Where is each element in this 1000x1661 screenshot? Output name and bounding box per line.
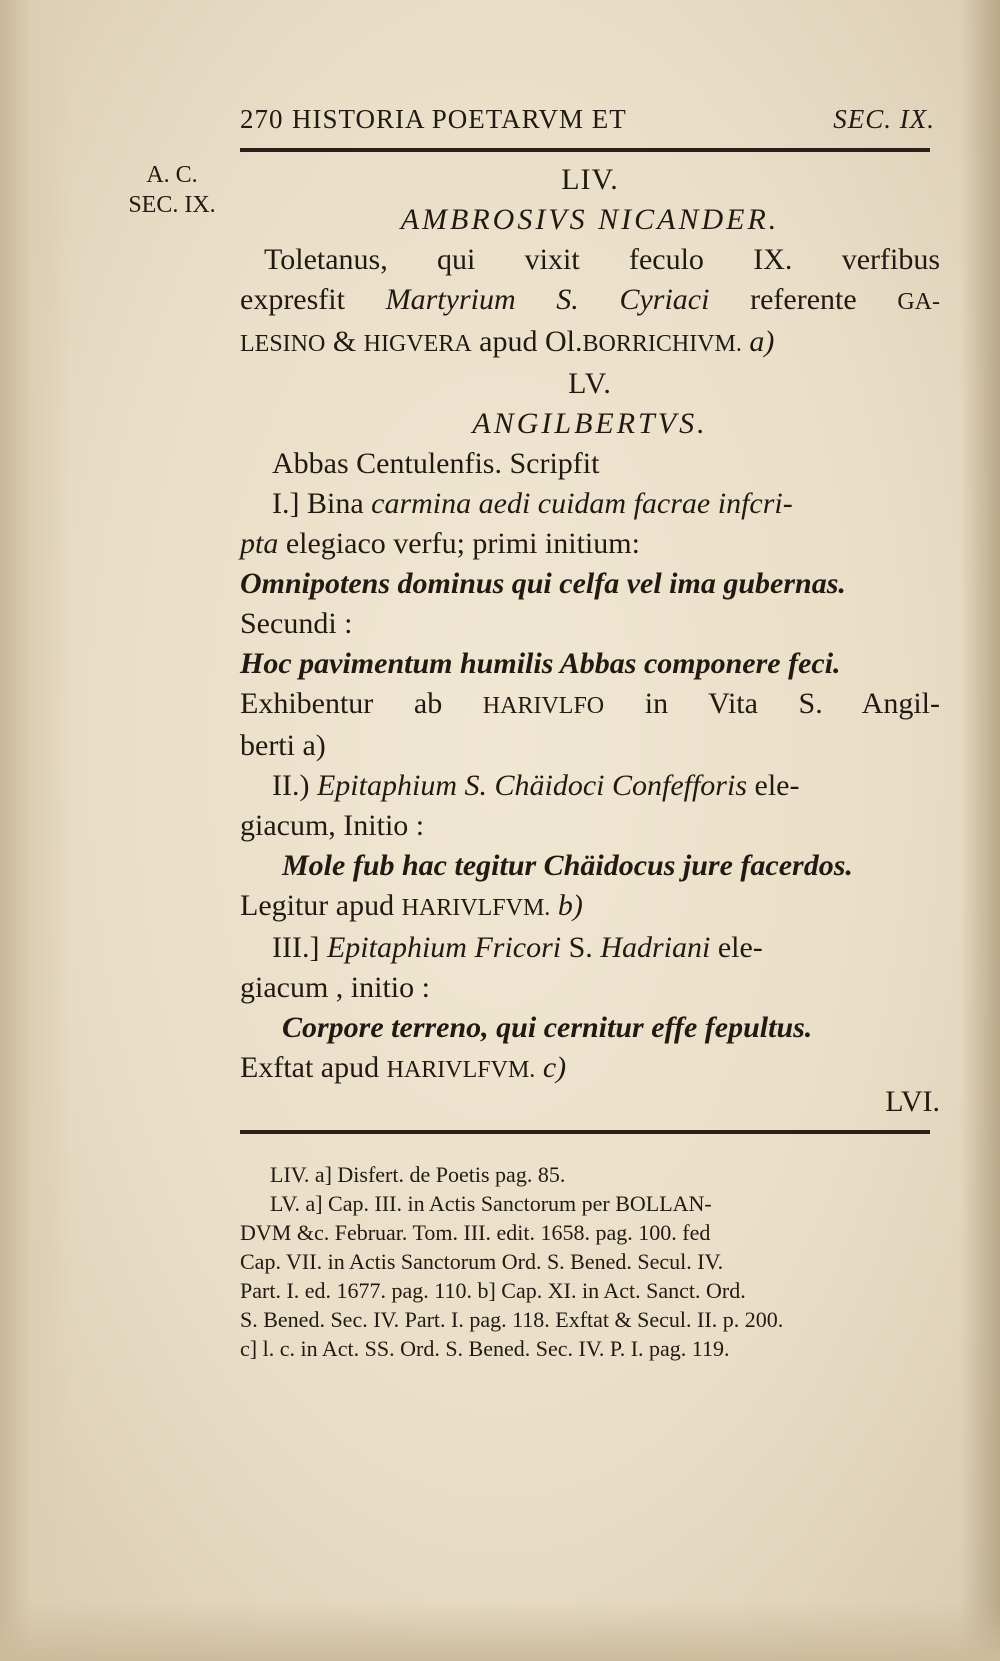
footnote-ref: b)	[550, 889, 583, 922]
catchword: LVI.	[885, 1085, 940, 1118]
text-span: Toletanus, qui vixit feculo IX. verfibus	[264, 243, 940, 276]
footnote-ref: c)	[535, 1051, 567, 1084]
entry-55-item3-line2: giacum , initio :	[240, 971, 430, 1004]
entry-54-line3	[240, 322, 940, 364]
verse-incipit-3: Mole fub hac tegitur Chäidocus jure facerdos.	[282, 849, 853, 882]
author-name: HARIVLFVM.	[401, 895, 551, 921]
entry-54-line2	[240, 280, 940, 322]
entry-54-number: LIV.	[561, 163, 619, 196]
page-edge-right	[960, 0, 1000, 1661]
text-span: III.]	[272, 931, 327, 964]
footnote-line: Cap. VII. in Actis Sanctorum Ord. S. Bened. Secul. IV.	[240, 1249, 724, 1274]
footnote-line: S. Bened. Sec. IV. Part. I. pag. 118. Exftat & Secul. II. p. 200.	[240, 1307, 784, 1332]
text-span: Exftat apud	[240, 1051, 387, 1084]
exhibentur-line2: berti a)	[240, 729, 326, 762]
secundi-label: Secundi :	[240, 607, 353, 640]
work-title: Hadriani	[600, 931, 711, 964]
author-name: HIGVERA	[363, 331, 472, 357]
page-edge-left	[0, 0, 70, 1661]
entry-54-name: AMBROSIVS NICANDER.	[400, 203, 780, 236]
author-name: HARIVLFO	[482, 693, 605, 719]
text-span: ele-	[710, 931, 763, 964]
text-span: Legitur apud	[240, 889, 402, 922]
work-title: pta	[240, 527, 279, 560]
footnote-line: Part. I. ed. 1677. pag. 110. b] Cap. XI. in Act. Sanct. Ord.	[240, 1278, 746, 1303]
author-name: BORRICHIVM.	[582, 331, 742, 357]
text-span: expresfit	[240, 283, 386, 316]
main-text	[240, 160, 940, 1090]
text-span: apud Ol.	[471, 325, 583, 358]
exstat-line	[240, 1048, 940, 1090]
text-span: ele-	[747, 769, 800, 802]
entry-55-item1-line2	[240, 524, 940, 564]
text-span: in Vita S. Angil-	[604, 687, 940, 720]
entry-55-name: ANGILBERTVS.	[472, 407, 708, 440]
author-name: HARIVLFVM.	[386, 1057, 536, 1083]
work-title: carmina aedi cuidam facrae infcri-	[371, 487, 793, 520]
entry-55-intro: Abbas Centulenfis. Scripfit	[272, 447, 600, 480]
running-title: HISTORIA POETARVM ET	[292, 104, 627, 134]
exhibentur-line1	[240, 684, 940, 726]
footnote-line: DVM &c. Februar. Tom. III. edit. 1658. pag. 100. fed	[240, 1220, 711, 1245]
legitur-line	[240, 886, 940, 928]
footnotes	[240, 1160, 945, 1363]
entry-55-item2-line1	[240, 766, 940, 806]
author-name: GA-	[897, 289, 940, 315]
footnote-line: LIV. a] Disfert. de Poetis pag. 85.	[270, 1162, 566, 1187]
margin-note-line2: SEC. IX.	[128, 192, 216, 218]
text-span: II.)	[272, 769, 317, 802]
text-span: Exhibentur ab	[240, 687, 483, 720]
work-title: Epitaphium Fricori	[326, 931, 562, 964]
text-span: referente	[709, 283, 898, 316]
text-span: S.	[561, 931, 601, 964]
page-edge-bottom	[0, 1601, 1000, 1661]
verse-incipit-1: Omnipotens dominus qui celfa vel ima gubernas.	[240, 567, 846, 600]
text-span: I.] Bina	[272, 487, 372, 520]
entry-55-number: LV.	[568, 367, 612, 400]
verse-incipit-4: Corpore terreno, qui cernitur effe fepultus.	[282, 1011, 813, 1044]
page-number: 270	[240, 104, 284, 134]
entry-55-item2-line2: giacum, Initio :	[240, 809, 425, 842]
running-header	[240, 104, 935, 144]
header-rule	[240, 148, 930, 152]
work-title: Epitaphium S. Chäidoci Confefforis	[316, 769, 747, 802]
text-span: &	[325, 325, 364, 358]
entry-55-item1-line1	[240, 484, 940, 524]
entry-54-line1	[240, 240, 940, 280]
footnote-ref: a)	[741, 325, 775, 358]
verse-incipit-2: Hoc pavimentum humilis Abbas componere feci.	[240, 647, 841, 680]
entry-55-item3-line1	[240, 928, 940, 968]
margin-note-line1: A. C.	[146, 162, 198, 188]
footnote-rule	[240, 1130, 930, 1134]
section-mark: SEC. IX.	[833, 104, 935, 134]
author-name: LESINO	[240, 331, 326, 357]
text-span: elegiaco verfu; primi initium:	[278, 527, 640, 560]
footnote-line: c] l. c. in Act. SS. Ord. S. Bened. Sec. IV. P. I. pag. 119.	[240, 1336, 730, 1361]
work-title: Martyrium S. Cyriaci	[385, 283, 710, 316]
footnote-line: LV. a] Cap. III. in Actis Sanctorum per BOLLAN-	[270, 1191, 712, 1216]
margin-note	[112, 160, 232, 220]
